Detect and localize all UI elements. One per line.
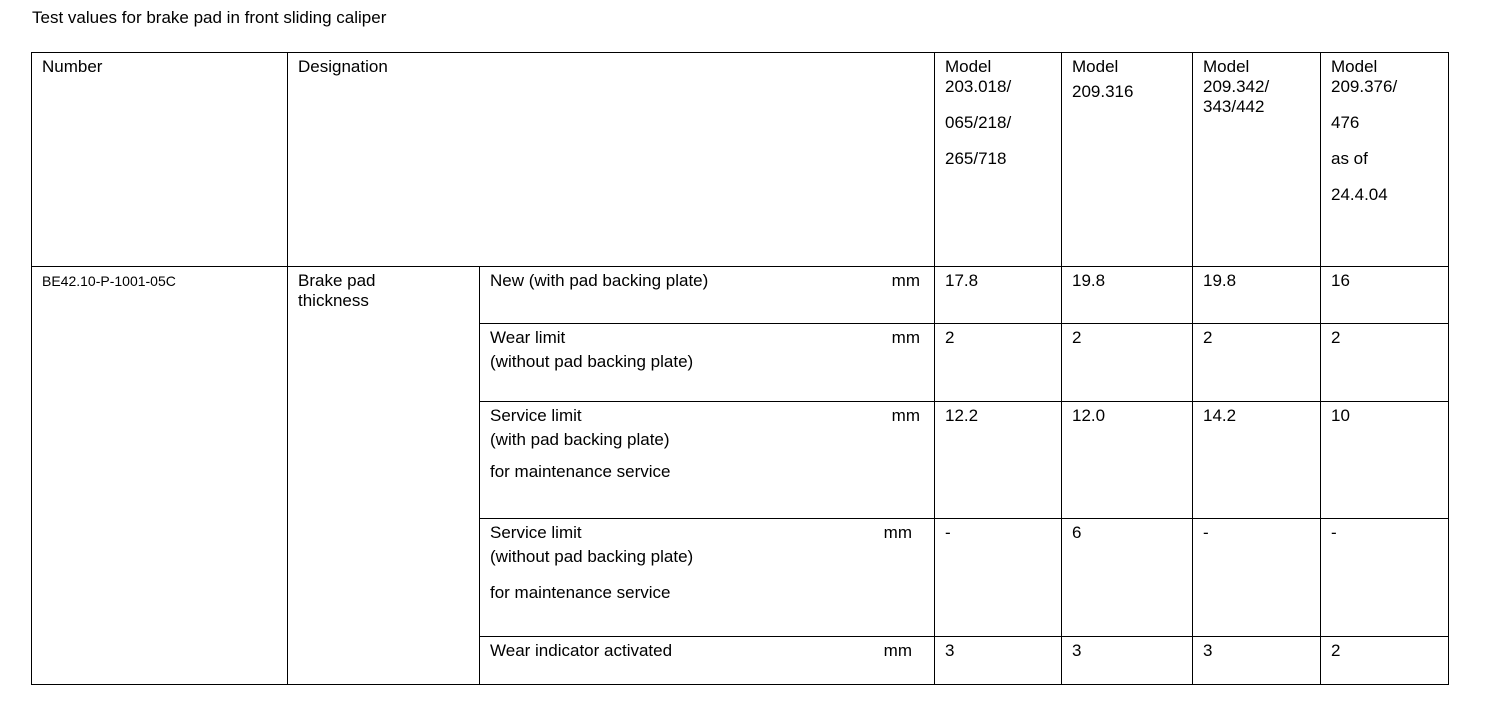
unit-label: mm [891,271,920,290]
value-cell: 14.2 [1193,402,1321,519]
designation-cell [288,267,480,685]
row-label-cell [480,637,935,685]
row-label-cell [480,267,935,324]
row-label-line: Service limit [490,406,582,425]
value-cell: 10 [1321,402,1449,519]
page-title: Test values for brake pad in front sliding caliper [32,8,387,27]
value-cell: 16 [1321,267,1449,324]
header-designation: Designation [288,53,935,267]
value-cell: 19.8 [1193,267,1321,324]
value-cell: 2 [1193,324,1321,402]
unit-label: mm [883,641,912,660]
header-model-3-line: 343/442 [1203,97,1265,116]
value-cell: - [1193,519,1321,637]
value-cell: 6 [1062,519,1193,637]
test-values-table [31,52,1449,685]
header-model-2-line: Model [1072,57,1119,76]
header-model-4-line: 209.376/ [1331,77,1398,96]
value-cell: 2 [1321,324,1449,402]
header-model-4-line: 476 [1331,113,1360,132]
header-model-2-line: 209.316 [1072,82,1134,101]
unit-label: mm [891,406,920,425]
row-label-line: (without pad backing plate) [490,352,694,371]
row-label-line: Wear indicator activated [490,641,673,660]
header-model-4-line: 24.4.04 [1331,185,1388,204]
header-model-4 [1321,53,1449,267]
row-label-line: (without pad backing plate) [490,547,694,566]
row-label-cell [480,402,935,519]
header-row [32,53,1449,267]
value-cell: 2 [935,324,1062,402]
value-cell: 2 [1062,324,1193,402]
header-model-3-line: Model [1203,57,1250,76]
row-label-line: Wear limit [490,328,566,347]
table-row [32,267,1449,324]
designation-line: Brake pad [298,271,376,290]
value-cell: 2 [1321,637,1449,685]
header-model-1-line: 065/218/ [945,113,1012,132]
header-model-1-line: 265/718 [945,149,1007,168]
value-cell: 3 [935,637,1062,685]
value-cell: 17.8 [935,267,1062,324]
header-model-3 [1193,53,1321,267]
designation-line: thickness [298,291,369,310]
header-model-4-line: as of [1331,149,1368,168]
header-model-1-line: Model [945,57,992,76]
value-cell: 12.0 [1062,402,1193,519]
header-model-1-line: 203.018/ [945,77,1012,96]
row-label-cell [480,519,935,637]
header-model-1 [935,53,1062,267]
row-label-line: New (with pad backing plate) [490,271,709,290]
header-model-4-line: Model [1331,57,1378,76]
number-cell: BE42.10-P-1001-05C [32,267,288,685]
value-cell: 3 [1062,637,1193,685]
header-model-2 [1062,53,1193,267]
header-model-3-line: 209.342/ [1203,77,1270,96]
unit-label: mm [891,328,920,347]
row-label-line: Service limit [490,523,582,542]
row-label-line: for maintenance service [490,583,671,602]
value-cell: - [1321,519,1449,637]
value-cell: 19.8 [1062,267,1193,324]
row-label-cell [480,324,935,402]
row-label-line: (with pad backing plate) [490,430,670,449]
row-label-line: for maintenance service [490,462,671,481]
value-cell: - [935,519,1062,637]
unit-label: mm [883,523,912,542]
value-cell: 12.2 [935,402,1062,519]
header-number: Number [32,53,288,267]
value-cell: 3 [1193,637,1321,685]
